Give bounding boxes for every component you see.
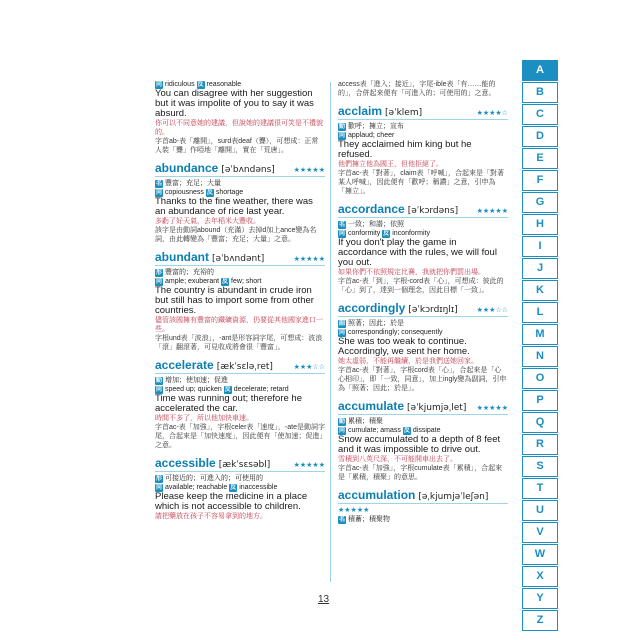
mnemonic-note: 字根und表「波浪」，-ant是形容詞字尾，可想成：波浪「滾」翻滾著，可見收成將會很「豐富」。 [155, 335, 323, 351]
antonym-tag: 反 [206, 190, 213, 196]
mnemonic-note: 字首ac-表「加強」，字根cumulate表「累積」，合起來是「累積，積聚」的意思。 [338, 465, 503, 481]
mnemonic-note: 該字是由動詞abound（充滿）去掉d加上ance變為名詞，由此轉變為「豐富；充足；大量」之意。 [155, 227, 317, 243]
entry-accordance [338, 202, 508, 295]
synonym-tag: 同 [338, 231, 345, 237]
antonym: few; short [231, 278, 262, 285]
star-rating: ★★★★★ [338, 507, 370, 514]
letter-tab-x[interactable]: X [522, 566, 558, 587]
pronunciation: [ækˈsɛsəbl] [218, 460, 271, 470]
example-zh: 如果你們不依照規定比賽，我就把你們罰出場。 [338, 269, 485, 276]
letter-tab-y[interactable]: Y [522, 588, 558, 609]
mnemonic-note: 字首ac-表「對著」，字根cord表「心」，合起來是「心心相印」，即「一致，同意」，加上ingly變為副詞，引申為「照著；因此；於是」。 [338, 367, 507, 392]
synonym-tag: 同 [155, 485, 162, 491]
mnemonic-note: 字首ac-表「到」，字根-cord表「心」，可想成：彼此的「心」到了，達到一個理念，因此目標「一致」。 [338, 278, 504, 294]
synonym: cumulate; amass [348, 427, 401, 434]
entry-accelerate [155, 358, 325, 450]
antonym: reasonable [206, 81, 242, 88]
example-en: If you don't play the game in accordance with the rules, we will foul you out. [338, 237, 497, 268]
definition: 積蓄；積聚物 [348, 516, 390, 523]
page-number: 13 [318, 594, 330, 605]
entry-abundance [155, 161, 325, 244]
adjective-tag: 形 [155, 270, 162, 276]
antonym-tag: 反 [222, 279, 229, 285]
letter-tab-m[interactable]: M [522, 324, 558, 345]
star-rating: ★★★☆☆ [293, 364, 325, 371]
star-rating: ★★★★★ [476, 208, 508, 215]
pronunciation: [əˈbʌndənt] [212, 254, 265, 264]
pronunciation: [əˈkɔrdɪŋlɪ] [408, 305, 458, 315]
antonym: inaccessible [239, 484, 278, 491]
adjective-tag: 形 [155, 476, 162, 482]
entry-accumulation [338, 488, 508, 524]
adverb-tag: 副 [338, 321, 345, 327]
example-zh: 她太虛弱，不能再繼續，於是我們送她回家。 [338, 358, 478, 365]
synonym: available; reachable [165, 484, 228, 491]
example-zh: 你可以不同意她的建議，但說她的建議很可笑是不禮貌的。 [155, 120, 323, 136]
star-rating: ★★★★★ [293, 256, 325, 263]
headword: accordance [338, 202, 405, 216]
entry-accordingly [338, 301, 508, 393]
definition: 歡呼；擁立；宣布 [348, 123, 404, 130]
synonym-tag: 同 [155, 387, 162, 393]
headword: accelerate [155, 358, 214, 372]
letter-tab-u[interactable]: U [522, 500, 558, 521]
pronunciation: [əˈkjumjəˌlet] [407, 403, 467, 413]
headword: accessible [155, 456, 216, 470]
letter-tab-l[interactable]: L [522, 302, 558, 323]
letter-tab-w[interactable]: W [522, 544, 558, 565]
column-divider [330, 82, 331, 582]
left-column [155, 80, 325, 527]
letter-tab-a[interactable]: A [522, 60, 558, 81]
definition: 累積；積聚 [348, 418, 383, 425]
definition: 可接近的；可進入的；可使用的 [165, 475, 263, 482]
letter-tab-t[interactable]: T [522, 478, 558, 499]
definition: 一致；和諧；依照 [348, 221, 404, 228]
letter-tab-z[interactable]: Z [522, 610, 558, 631]
example-zh: 他們擁立他為國王，但他拒絕了。 [338, 161, 443, 168]
letter-tab-c[interactable]: C [522, 104, 558, 125]
synonym: speed up; quicken [165, 386, 222, 393]
star-rating: ★★★★★ [476, 405, 508, 412]
synonym: copiousness [165, 189, 204, 196]
letter-tab-q[interactable]: Q [522, 412, 558, 433]
letter-tab-b[interactable]: B [522, 82, 558, 103]
noun-tag: 名 [155, 181, 162, 187]
definition: 豐富；充足；大量 [165, 180, 221, 187]
antonym: decelerate; retard [233, 386, 289, 393]
noun-tag: 名 [338, 222, 345, 228]
antonym-tag: 反 [197, 82, 204, 88]
star-rating: ★★★☆☆ [476, 307, 508, 314]
synonym: ridiculous [165, 81, 195, 88]
antonym-tag: 反 [383, 231, 390, 237]
letter-tab-i[interactable]: I [522, 236, 558, 257]
letter-tab-d[interactable]: D [522, 126, 558, 147]
example-en: Snow accumulated to a depth of 8 feet and it was impossible to drive out. [338, 434, 501, 455]
example-zh: 時間不多了，所以他加快車速。 [155, 415, 253, 422]
headword: abundance [155, 161, 219, 175]
definition: 照著；因此；於是 [348, 320, 404, 327]
antonym: shortage [215, 189, 244, 196]
star-rating: ★★★★☆ [476, 110, 508, 117]
right-column [338, 80, 508, 530]
noun-tag: 名 [338, 517, 345, 523]
mnemonic-note: 字首ac-表「對著」，claim表「呼喊」，合起來是「對著某人呼喊」，因此便有「歡呼；稱讚」之意，引申為「擁立」。 [338, 170, 505, 195]
example-zh: 請把藥放在孩子不容易拿到的地方。 [155, 513, 267, 520]
antonym: inconformity [392, 230, 430, 237]
example-en: Thanks to the fine weather, there was an abundance of rice last year. [155, 196, 313, 217]
letter-tab-f[interactable]: F [522, 170, 558, 191]
entry-acclaim [338, 104, 508, 196]
example-en: Time was running out; therefore he accelerated the car. [155, 393, 302, 414]
example-en: Please keep the medicine in a place which is not accessible to children. [155, 491, 308, 512]
mnemonic-note: 字首ab-表「離開」，surd表deaf（聾），可想成：正常人裝「聾」作啞地「離開」，實在「荒唐」。 [155, 138, 319, 154]
headword: accumulation [338, 488, 416, 502]
pronunciation: [əˈbʌndəns] [221, 165, 275, 175]
synonym: ample; exuberant [165, 278, 220, 285]
entry-accessible-continuation [338, 80, 508, 98]
headword: accordingly [338, 301, 406, 315]
pronunciation: [əˈkɔrdəns] [407, 206, 459, 216]
synonym-tag: 同 [338, 428, 345, 434]
letter-tab-v[interactable]: V [522, 522, 558, 543]
entry-accessible [155, 456, 325, 521]
letter-tab-h[interactable]: H [522, 214, 558, 235]
headword: accumulate [338, 399, 405, 413]
star-rating: ★★★★★ [293, 167, 325, 174]
example-en: She was too weak to continue. Accordingly, we sent her home. [338, 336, 470, 357]
pronunciation: [əˌkjumjəˈleʃən] [418, 492, 489, 502]
verb-tag: 動 [338, 124, 345, 130]
letter-tab-o[interactable]: O [522, 368, 558, 389]
entry-absurd-continuation [155, 80, 325, 155]
synonym: correspondingly; consequently [348, 329, 443, 336]
letter-tab-k[interactable]: K [522, 280, 558, 301]
entry-abundant [155, 250, 325, 352]
verb-tag: 動 [338, 419, 345, 425]
letter-tab-g[interactable]: G [522, 192, 558, 213]
alphabet-index [522, 60, 558, 632]
headword: abundant [155, 250, 209, 264]
antonym-tag: 反 [230, 485, 237, 491]
synonym-tag: 同 [338, 133, 345, 139]
pronunciation: [ækˈsɛləˌret] [216, 362, 273, 372]
mnemonic-note: 字首ac-表「加強」，字根celer表「速度」，-ate是動詞字尾，合起來是「加快速度」，因此便有「使加速；促進」之意。 [155, 424, 325, 449]
synonym-tag: 同 [155, 279, 162, 285]
example-en: They acclaimed him king but he refused. [338, 139, 472, 160]
pronunciation: [əˈklem] [385, 108, 423, 118]
entry-accumulate [338, 399, 508, 482]
letter-tab-r[interactable]: R [522, 434, 558, 455]
example-zh: 多虧了好天氣，去年稻米大豐收。 [155, 218, 260, 225]
letter-tab-n[interactable]: N [522, 346, 558, 367]
example-en: The country is abundant in crude iron but still has to import some from other countries. [155, 285, 314, 316]
synonym-tag: 同 [338, 330, 345, 336]
example-zh: 雪積到八英尺深，不可能開車出去了。 [338, 456, 457, 463]
letter-tab-e[interactable]: E [522, 148, 558, 169]
synonym: conformity [348, 230, 381, 237]
example-zh: 儘管該國擁有豐富的鐵礦資源，仍要從其他國家進口一些。 [155, 317, 323, 333]
star-rating: ★★★★★ [293, 462, 325, 469]
verb-tag: 動 [155, 378, 162, 384]
synonym-tag: 同 [155, 190, 162, 196]
letter-tab-j[interactable]: J [522, 258, 558, 279]
synonym: applaud; cheer [348, 132, 395, 139]
antonym-tag: 反 [224, 387, 231, 393]
headword: acclaim [338, 104, 383, 118]
antonym-tag: 反 [403, 428, 410, 434]
example-en: You can disagree with her suggestion but it was impolite of you to say it was absurd. [155, 88, 314, 119]
definition: 豐富的；充裕的 [165, 269, 214, 276]
definition: 增加；使加速；促進 [165, 377, 228, 384]
mnemonic-note: access表「進入；接近」，字尾-ible表「有……能的的」，合併起來便有「可進入的；可使用的」之意。 [338, 81, 496, 97]
letter-tab-p[interactable]: P [522, 390, 558, 411]
synonym-tag: 同 [155, 82, 162, 88]
antonym: dissipate [412, 427, 441, 434]
letter-tab-s[interactable]: S [522, 456, 558, 477]
